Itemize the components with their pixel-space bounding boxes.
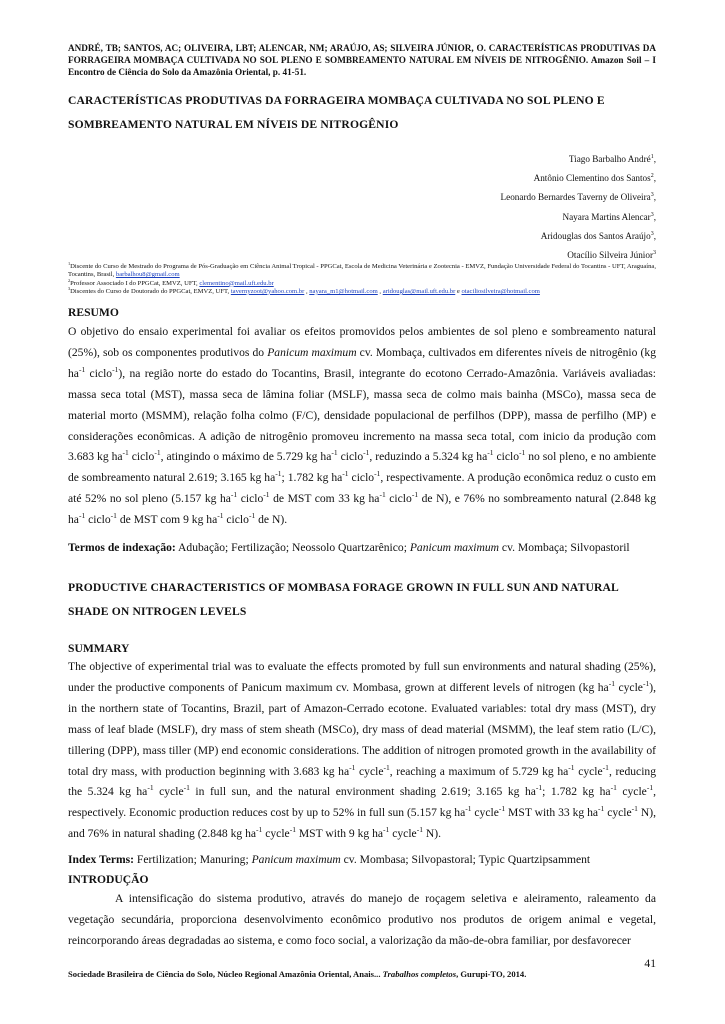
title-english: PRODUCTIVE CHARACTERISTICS OF MOMBASA FORAGE GROWN IN FULL SUN AND NATURAL SHADE ON NITROGEN LEVELS xyxy=(68,581,619,618)
page-footer: Sociedade Brasileira de Ciência do Solo, Núcleo Regional Amazônia Oriental, Anais... Trabalhos completos, Gurupi-TO, 2014. xyxy=(68,969,527,979)
index-terms: Index Terms: Fertilization; Manuring; Panicum maximum cv. Mombasa; Silvopastoral; Typic Quartzipsamment xyxy=(68,853,591,866)
resumo-heading: RESUMO xyxy=(68,306,119,319)
termos-indexacao: Termos de indexação: Adubação; Fertilização; Neossolo Quartzarênico; Panicum maximum cv. Mombaça; Silvopastoril xyxy=(68,541,630,554)
email-link[interactable]: clementino@mail.uft.edu.br xyxy=(199,279,274,287)
author: Antônio Clementino dos Santos$^2$, xyxy=(533,173,656,184)
introducao-heading: INTRODUÇÃO xyxy=(68,873,149,886)
affiliations xyxy=(68,260,657,296)
author: Nayara Martins Alencar$^3$, xyxy=(562,211,656,222)
author: Leonardo Bernardes Taverny de Oliveira$^3$, xyxy=(500,192,656,203)
email-link[interactable]: otaciliosilveira@hotmail.com xyxy=(461,287,540,295)
author: Otacílio Silveira Júnior$^3$ xyxy=(567,249,656,261)
introducao-paragraph: A intensificação do sistema produtivo, através do manejo de roçagem seletiva e aleiramento, raleamento da vegetação secundária, proporciona desenvolvimento econômico produtivo nos produtos de origem animal e vegetal, reincorporando áreas degradadas ao sistema, e como foco social, a valorização da mão-de-obra familiar, por desfavorecer xyxy=(68,892,656,947)
email-link[interactable]: tavernyzoot@yahoo.com.br xyxy=(230,287,305,295)
affiliation-3: $^3$Discentes do Curso de Doutorado do PPGCat, EMVZ, UFT, tavernyzoot@yahoo.com.br , nayara_m1@hotmail.com , aridouglas@mail.uft.edu.br e otaciliosilveira@hotmail.com xyxy=(68,285,540,295)
author-list xyxy=(256,150,656,265)
summary-paragraph: The objective of experimental trial was to evaluate the effects promoted by full sun environments and natural shading (25%), under the productive components of Panicum maximum cv. Mombasa, grown at different levels of nitrogen (kg $ha^{-1}$ cycle$^{-1}$), in the northern state of Tocantins, Brazil, part of Amazon-Cerrado ecotone. Evaluated variables: total dry mass (MST), dry mass of leaf blade (MSLF), dry mass of stem sheath (MSCo), dry mass of dead material (MSMM), the leaf stem ratio (L/C), tillering (DPP), mass tiller (MP) end economic considerations. The addition of nitrogen promoted growth in the availability of total dry mass, with production beginning with 3.683 kg $ha^{-1}$ cycle$^{-1}$, reaching a maximum of 5.729 kg $ha^{-1}$ cycle$^{-1}$, reducing the 5.324 kg $ha^{-1}$ cycle$^{-1}$ in full sun, and the natural environment shading 2.619; 3.165 kg $ha^{-1}$; 1.782 kg $ha^{-1}$ cycle$^{-1}$, respectively. Economic production reduces cost by up to 52% in full sun (5.157 kg $ha^{-1}$ cycle$^{-1}$ MST with 33 kg $ha^{-1}$ cycle$^{-1}$ N), and 76% in natural shading (2.848 kg $ha^{-1}$ cycle$^{-1}$ MST with 9 kg $ha^{-1}$ cycle$^{-1}$ N). xyxy=(68,660,657,841)
citation-header: ANDRÉ, TB; SANTOS, AC; OLIVEIRA, LBT; ALENCAR, NM; ARAÚJO, AS; SILVEIRA JÚNIOR, O. CARACTERÍSTICAS PRODUTIVAS DA FORRAGEIRA MOMBAÇA CULTIVADA NO SOL PLENO E SOMBREAMENTO NATURAL EM NÍVEIS DE NITROGÊNIO. Amazon Soil – I Encontro de Ciência do Solo da Amazônia Oriental, p. 41-51. xyxy=(68,43,656,77)
affiliation-2: $^2$Professor Associado I do PPGCat, EMVZ, UFT, clementino@mail.uft.edu.br xyxy=(68,277,274,287)
email-link[interactable]: nayara_m1@hotmail.com xyxy=(309,287,378,295)
title-portuguese: CARACTERÍSTICAS PRODUTIVAS DA FORRAGEIRA MOMBAÇA CULTIVADA NO SOL PLENO E SOMBREAMENTO NATURAL EM NÍVEIS DE NITROGÊNIO xyxy=(68,94,605,131)
author: Tiago Barbalho André$^1$, xyxy=(568,153,656,164)
summary-heading: SUMMARY xyxy=(68,642,130,655)
affiliation-1: $^1$Discente do Curso de Mestrado do Programa de Pós-Graduação em Ciência Animal Tropical - PPGCat, Escola de Medicina Veterinária e Zootecnia - EMVZ, Fundação Universidade Federal do Tocantins - UFT, Araguaína, Tocantins, Brasil, barbalhou8@gmail.com xyxy=(68,260,657,279)
author: Aridouglas dos Santos Araújo$^3$, xyxy=(540,230,656,241)
resumo-paragraph: O objetivo do ensaio experimental foi avaliar os efeitos promovidos pelos ambientes de sol pleno e sombreamento natural (25%), sob os componentes produtivos do Panicum maximum cv. Mombaça, cultivados em diferentes níveis de nitrogênio (kg $ha^{-1}$ ciclo$^{-1}$), na região norte do estado do Tocantins, Brasil, integrante do ecotono Cerrado-Amazônia. Variáveis avaliadas: massa seca total (MST), massa seca de lâmina foliar (MSLF), massa seca de colmo mais bainha (MSCo), massa seca de material morto (MSMM), relação folha colmo (F/C), densidade populacional de perfilhos (DPP), massa de perfilho (MP) e considerações econômicas. A adição de nitrogênio promoveu incremento na massa seca total, com inicio da produção com 3.683 kg $ha^{-1}$ ciclo$^{-1}$, atingindo o máximo de 5.729 kg $ha^{-1}$ ciclo$^{-1}$, reduzindo a 5.324 kg $ha^{-1}$ ciclo$^{-1}$ no sol pleno, e no ambiente de sombreamento natural 2.619; 3.165 kg $ha^{-1}$; 1.782 kg $ha^{-1}$ ciclo$^{-1}$, respectivamente. A produção econômica reduz o custo em até 52% no sol pleno (5.157 kg $ha^{-1}$ ciclo$^{-1}$ de MST com 33 kg $ha^{-1}$ ciclo$^{-1}$ de N), e 76% no sombreamento natural (2.848 kg $ha^{-1}$ ciclo$^{-1}$ de MST com 9 kg $ha^{-1}$ ciclo$^{-1}$ de N). xyxy=(68,325,657,527)
page-number: 41 xyxy=(644,957,656,970)
email-link[interactable]: barbalhou8@gmail.com xyxy=(115,271,180,279)
email-link[interactable]: aridouglas@mail.uft.edu.br xyxy=(382,287,456,295)
